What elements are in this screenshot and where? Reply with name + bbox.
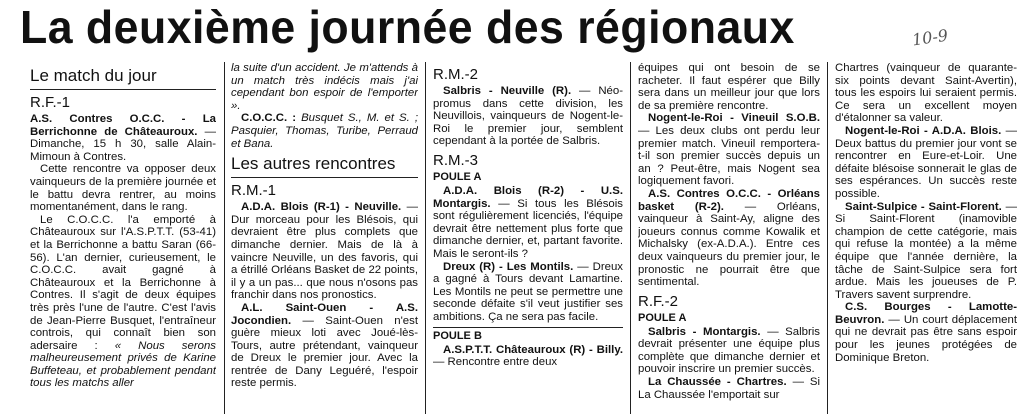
article-quote: « Nous serons malheureusement privés de Karine Buffeteau, et probablement pendant tous les matchs aller xyxy=(30,339,216,390)
match-title: Salbris - Montargis. xyxy=(648,325,761,338)
article-paragraph: Chartres (vainqueur de quarante-six points devant Saint-Avertin), tous les espoirs lui seraient permis. Ce sera un excellent moyen d'étalonner sa valeur. xyxy=(835,62,1017,125)
match-title: Salbris - Neuville (R). xyxy=(443,85,572,97)
article-paragraph: Cette rencontre va opposer deux vainqueurs de la première journée et le battu devra rentrer, au moins momentanément, dans le rang. xyxy=(30,163,216,214)
column-rule xyxy=(630,62,631,414)
article-paragraph: Le C.O.C.C. l'a emporté à Châteauroux sur l'A.S.P.T.T. (53-41) et la Berrichonne a battu Saran (66-56). L'an dernier, curieusement, le C.O.C.C. avait gagné à Châteauroux et la Berrichonne à Contres. Il s'agit de deux équipes très près l'une de l'autre. C'est l'avis de Jean-Pierre Busquet, l'entraîneur controis, qui connaît bien son adersaire : xyxy=(30,213,216,352)
match-title: La Chaussée - Chartres. xyxy=(648,376,787,389)
match-text: — Dur morceau pour les Blésois, qui devraient être plus complets que dimanche dernier. Mais de là à vaincre Neuville, un des favoris, qui a étrillé Orléans Basket de 22 points, il y a un pas... que nous n'osons pas franchir dans nos pronostics. xyxy=(231,201,418,302)
article-paragraph: équipes qui ont besoin de se racheter. Il faut espérer que Billy sera dans un meilleur jour que lors de sa première rencontre. xyxy=(638,62,820,112)
match-text: — Néo-promus dans cette division, les Neuvillois, vainqueurs de Nogent-le-Roi le premier jour, semblent cependant à la portée de Salbris. xyxy=(433,85,623,148)
match-title: A.L. Saint-Ouen - A.S. Jocondien. xyxy=(231,301,418,327)
match-title: Dreux (R) - Les Montils. xyxy=(443,260,574,273)
division-heading: R.F.-1 xyxy=(30,94,71,111)
match-text: — Si La Chaussée l'emportait sur xyxy=(638,376,820,401)
section-heading-match-du-jour: Le match du jour xyxy=(30,66,157,85)
match-text: — Un court déplacement qui ne devrait pas être sans espoir pour les jeunes protégées de Dominique Breton. xyxy=(835,313,1017,364)
match-text: — Si tous les Blésois sont régulièrement licenciés, l'équipe devrait être nettement plus forte que dimanche dernier, et, partant favorite. Mais le seront-ils ? xyxy=(433,197,623,260)
match-text: — Si Saint-Florent (inamovible champion de cette catégorie, mais qui refuse la montée) a la même équipe que l'année dernière, la tâche de Saint-Sulpice sera fort ardue. Mais les joueuses de P. Travers savent surprendre. xyxy=(835,200,1017,301)
match-title: A.D.A. Blois (R-2) - U.S. Montargis. xyxy=(433,184,623,210)
poule-heading: POULE A xyxy=(433,170,482,183)
match-title: A.S. Contres O.C.C. - La Berrichonne de Châteauroux. xyxy=(30,113,216,138)
match-text: — Dreux a gagné à Tours devant Lamartine. Les Montils ne peut se permettre une seconde défaite s'il veut justifier ses ambitions. Ça ne sera pas facile. xyxy=(433,260,623,323)
match-title: A.S. Contres O.C.C. - Orléans basket (R-2). xyxy=(638,187,820,213)
match-title: A.D.A. Blois (R-1) - Neuville. xyxy=(241,201,402,214)
division-heading: R.M.-1 xyxy=(231,182,276,200)
handwritten-date-note: 10-9 xyxy=(910,25,950,50)
poule-heading: POULE B xyxy=(433,329,482,342)
team-list: Busquet S., M. et S. ; Pasquier, Thomas, Turibe, Perraud et Bana. xyxy=(231,112,418,150)
column-1 xyxy=(30,62,216,414)
match-text: — Rencontre entre deux xyxy=(433,356,558,369)
divider xyxy=(231,177,418,178)
match-text: — Deux battus du premier jour vont se rencontrer en Eure-et-Loir. Une défaite blésoise sonnerait le glas de ses espérances. Un succès reste possible. xyxy=(835,124,1017,200)
section-heading-autres-rencontres: Les autres rencontres xyxy=(231,154,396,174)
match-title: Nogent-le-Roi - A.D.A. Blois. xyxy=(845,124,1002,137)
column-rule xyxy=(224,62,225,414)
column-rule xyxy=(827,62,828,414)
division-heading: R.M.-2 xyxy=(433,66,478,83)
column-2 xyxy=(231,62,418,414)
match-text: — Orléans, vainqueur à Saint-Ay, aligne des joueurs connus comme Kowalik et Michalsky (ex-A.D.A.). Entre ces deux vainqueurs du premier jour, le pronostic ne pourrait être que sentimental. xyxy=(638,200,820,289)
poule-heading: POULE A xyxy=(638,311,687,324)
divider xyxy=(433,327,623,328)
column-3 xyxy=(433,62,623,414)
match-title: Nogent-le-Roi - Vineuil S.O.B. xyxy=(648,112,820,125)
divider xyxy=(30,89,216,90)
team-label: C.O.C.C. : xyxy=(241,112,297,125)
headline: La deuxième journée des régionaux xyxy=(20,1,795,53)
column-4 xyxy=(638,62,820,414)
match-text: — Saint-Ouen n'est guère mieux loti avec Joué-lès-Tours, autre prétendant, vainqueur de Dreux le premier jour. Avec la rentrée de Dany Leguéré, l'espoir reste permis. xyxy=(231,314,418,390)
division-heading: R.F.-2 xyxy=(638,292,679,310)
match-info: — Dimanche, 15 h 30, salle Alain-Mimoun à Contres. xyxy=(30,125,216,163)
column-5 xyxy=(835,62,1017,414)
match-title: C.S. Bourges - Lamotte-Beuvron. xyxy=(835,301,1017,326)
match-title: Saint-Sulpice - Saint-Florent. xyxy=(845,200,1002,213)
article-quote: la suite d'un accident. Je m'attends à un match très indécis mais j'ai cependant bon espoir de l'emporter ». xyxy=(231,62,418,112)
match-text: — Salbris devrait présenter une équipe plus complète que dimanche dernier et pouvoir inscrire un premier succès. xyxy=(638,325,820,376)
column-rule xyxy=(425,62,426,414)
match-title: A.S.P.T.T. Châteauroux (R) - Billy. xyxy=(443,343,623,356)
match-text: — Les deux clubs ont perdu leur premier match. Vineuil remportera-t-il son premier succès depuis un an ? Peut-être, mais Nogent sea logiquement favori. xyxy=(638,124,820,188)
division-heading: R.M.-3 xyxy=(433,151,478,169)
